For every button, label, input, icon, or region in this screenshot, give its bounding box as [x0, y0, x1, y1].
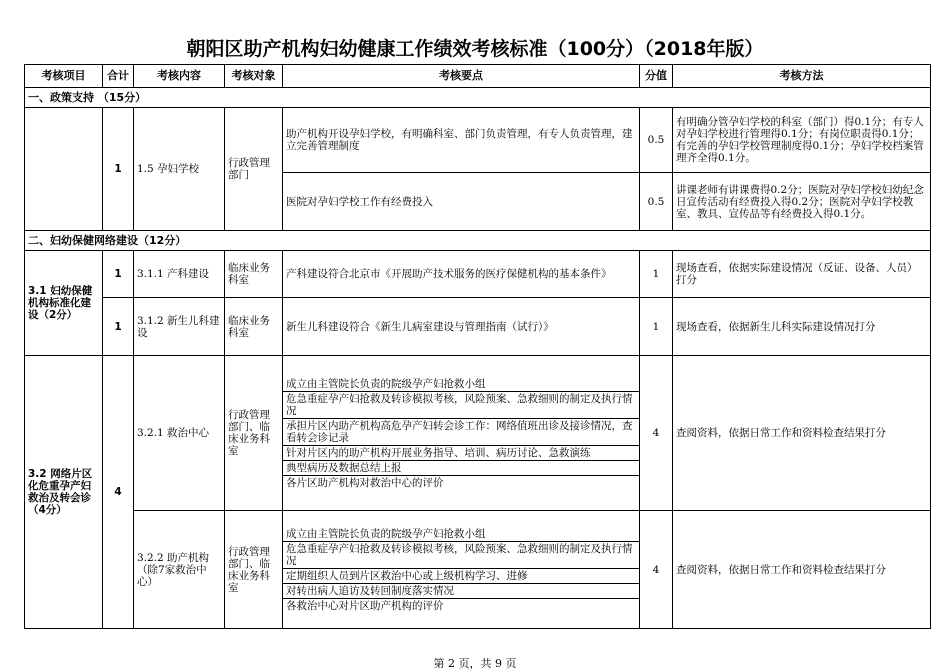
item-cell: 3.2 网络片区化危重孕产妇救治及转会诊（4分） — [25, 356, 103, 629]
section-row — [25, 231, 931, 251]
point-cell: 产科建设符合北京市《开展助产技术服务的医疗保健机构的基本条件》 — [283, 251, 640, 298]
point-item: 成立由主管院长负责的院级孕产妇抢救小组 — [283, 377, 639, 392]
section-row — [25, 88, 931, 108]
method-cell: 现场查看，依据实际建设情况（反证、设备、人员）打分 — [673, 251, 931, 298]
point-item: 针对片区内的助产机构开展业务指导、培训、病历讨论、急救演练 — [283, 446, 639, 461]
header-item: 考核项目 — [25, 65, 103, 88]
point-list-cell — [283, 511, 640, 629]
content-cell: 3.2.1 救治中心 — [134, 356, 225, 511]
content-cell: 1.5 孕妇学校 — [134, 108, 225, 231]
content-cell: 3.1.1 产科建设 — [134, 251, 225, 298]
total-cell: 1 — [103, 108, 134, 231]
point-item: 各救治中心对片区助产机构的评价 — [286, 599, 444, 612]
score-cell: 1 — [640, 251, 673, 298]
table-row — [25, 511, 931, 629]
point-cell: 医院对孕妇学校工作有经费投入 — [283, 173, 640, 231]
point-item: 定期组织人员到片区救治中心或上级机构学习、进修 — [283, 569, 639, 584]
target-cell: 临床业务科室 — [225, 298, 283, 356]
score-cell: 1 — [640, 298, 673, 356]
target-cell: 行政管理部门 — [225, 108, 283, 231]
point-cell: 新生儿科建设符合《新生儿病室建设与管理指南（试行）》 — [283, 298, 640, 356]
score-cell: 0.5 — [640, 108, 673, 173]
section-title: 二、妇幼保健网络建设（12分） — [25, 231, 931, 251]
header-row — [25, 65, 931, 88]
document-title: 朝阳区助产机构妇幼健康工作绩效考核标准（100分）（2018年版） — [186, 38, 764, 60]
assessment-table-wrap — [24, 64, 930, 629]
target-cell: 行政管理部门、临床业务科室 — [225, 511, 283, 629]
method-cell: 有明确分管孕妇学校的科室（部门）得0.1分；有专人对孕妇学校进行管理得0.1分；有岗位职责得0.1分；有完善的孕妇学校管理制度得0.1分；孕妇学校档案管理齐全得0.1分。 — [673, 108, 931, 173]
point-list-cell — [283, 356, 640, 511]
point-item: 承担片区内助产机构高危孕产妇转会诊工作：网络值班出诊及接诊情况，查看转会诊记录 — [283, 419, 639, 446]
table-row — [25, 298, 931, 356]
header-target: 考核对象 — [225, 65, 283, 88]
total-cell: 4 — [103, 356, 134, 629]
point-item: 对转出病人追访及转回制度落实情况 — [283, 584, 639, 599]
total-cell: 1 — [103, 251, 134, 298]
table-row — [25, 251, 931, 298]
table-row — [25, 108, 931, 173]
method-cell: 查阅资料，依据日常工作和资料检查结果打分 — [673, 356, 931, 511]
method-cell: 查阅资料，依据日常工作和资料检查结果打分 — [673, 511, 931, 629]
score-cell: 4 — [640, 511, 673, 629]
point-item: 各片区助产机构对救治中心的评价 — [286, 476, 444, 489]
target-cell: 行政管理部门、临床业务科室 — [225, 356, 283, 511]
method-cell: 讲课老师有讲课费得0.2分；医院对孕妇学校妇幼纪念日宣传活动有经费投入得0.2分；医院对孕妇学校教室、教具、宣传品等有经费投入得0.1分。 — [673, 173, 931, 231]
point-cell: 助产机构开设孕妇学校，有明确科室、部门负责管理，有专人负责管理，建立完善管理制度 — [283, 108, 640, 173]
point-item: 危急重症孕产妇抢救及转诊模拟考核，风险预案、急救细则的制定及执行情况 — [283, 542, 639, 569]
total-cell: 1 — [103, 298, 134, 356]
score-cell: 0.5 — [640, 173, 673, 231]
section-title: 一、政策支持 （15分） — [25, 88, 931, 108]
content-cell: 3.1.2 新生儿科建设 — [134, 298, 225, 356]
point-item: 危急重症孕产妇抢救及转诊模拟考核，风险预案、急救细则的制定及执行情况 — [283, 392, 639, 419]
header-method: 考核方法 — [673, 65, 931, 88]
assessment-table — [24, 64, 931, 629]
page-footer: 第 2 页，共 9 页 — [433, 657, 517, 670]
target-cell: 临床业务科室 — [225, 251, 283, 298]
method-cell: 现场查看，依据新生儿科实际建设情况打分 — [673, 298, 931, 356]
content-cell: 3.2.2 助产机构（除7家救治中心） — [134, 511, 225, 629]
score-cell: 4 — [640, 356, 673, 511]
point-item: 成立由主管院长负责的院级孕产妇抢救小组 — [283, 527, 639, 542]
table-row — [25, 356, 931, 511]
header-total: 合计 — [103, 65, 134, 88]
header-points: 考核要点 — [283, 65, 640, 88]
header-score: 分值 — [640, 65, 673, 88]
point-item: 典型病历及数据总结上报 — [283, 461, 639, 476]
item-cell: 3.1 妇幼保健机构标准化建设（2分） — [25, 251, 103, 356]
item-cell — [25, 108, 103, 231]
header-content: 考核内容 — [134, 65, 225, 88]
